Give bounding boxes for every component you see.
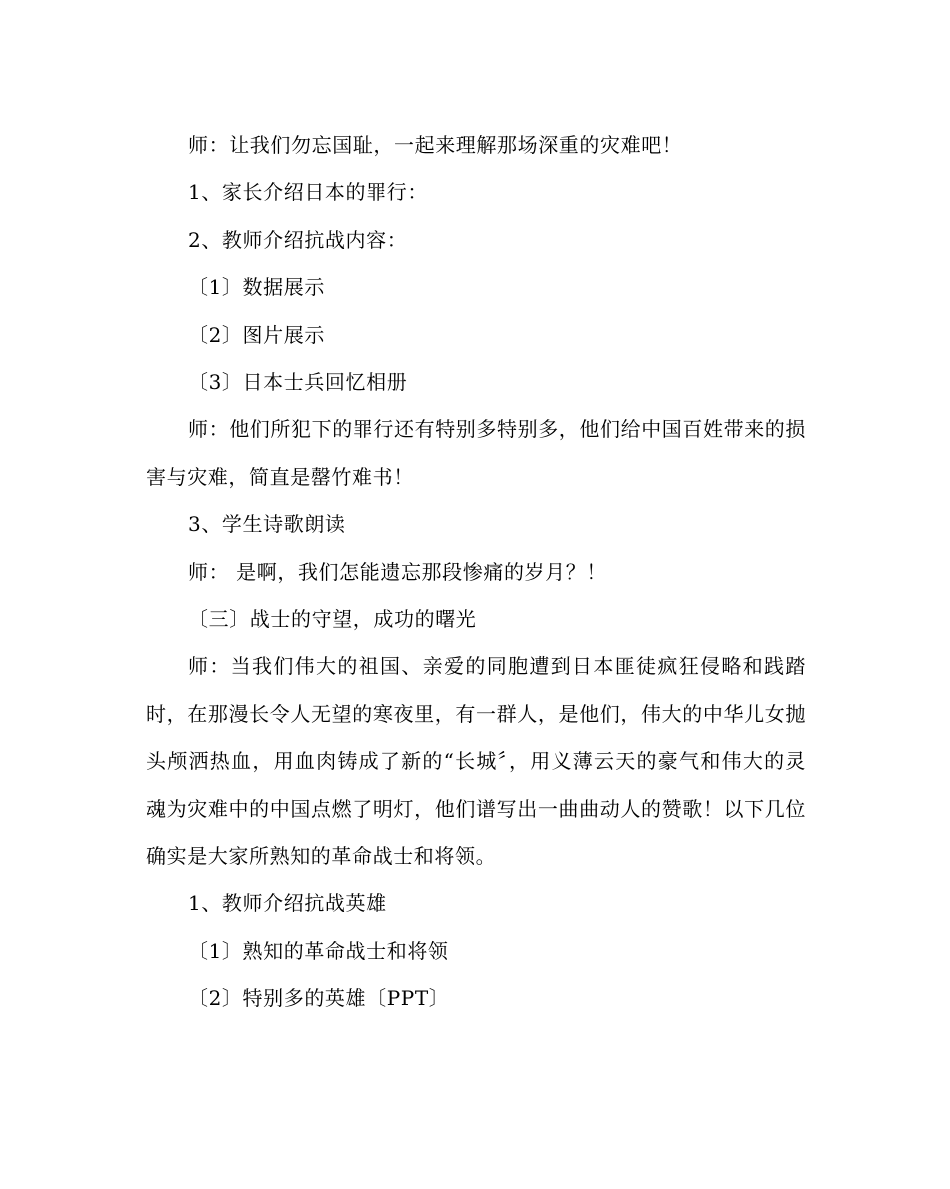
teacher-paragraph: 师：他们所犯下的罪行还有特别多特别多，他们给中国百姓带来的损害与灾难，简直是罄竹难书！ — [146, 417, 806, 489]
sub-list-item: 〔2〕图片展示 — [188, 322, 325, 347]
sub-list-item: 〔3〕日本士兵回忆相册 — [188, 369, 408, 394]
teacher-paragraph: 师：当我们伟大的祖国、亲爱的同胞遭到日本匪徒疯狂侵略和践踏时，在那漫长令人无望的寒夜里，有一群人，是他们，伟大的中华儿女抛头颅洒热血，用血肉铸成了新的“长城〞，用义薄云天的豪气和伟大的灵魂为灾难中的中国点燃了明灯，他们谱写出一曲曲动人的赞歌！以下几位确实是大家所熟知的革命战士和将领。 — [146, 654, 806, 868]
list-item: 2、教师介绍抗战内容： — [188, 227, 408, 252]
sub-list-item: 〔1〕数据展示 — [188, 275, 325, 300]
document-body — [146, 122, 806, 1023]
list-item: 1、家长介绍日本的罪行： — [188, 180, 428, 205]
teacher-line: 师：让我们勿忘国耻，一起来理解那场深重的灾难吧！ — [188, 133, 683, 157]
teacher-line: 师： 是啊，我们怎能遗忘那段惨痛的岁月？！ — [188, 559, 607, 584]
list-item: 3、学生诗歌朗读 — [188, 512, 346, 537]
list-item: 1、教师介绍抗战英雄 — [188, 891, 387, 916]
sub-list-item: 〔2〕特别多的英雄〔PPT〕 — [188, 986, 450, 1011]
sub-list-item: 〔1〕熟知的革命战士和将领 — [188, 938, 449, 963]
section-heading: 〔三〕战士的守望，成功的曙光 — [188, 606, 477, 631]
